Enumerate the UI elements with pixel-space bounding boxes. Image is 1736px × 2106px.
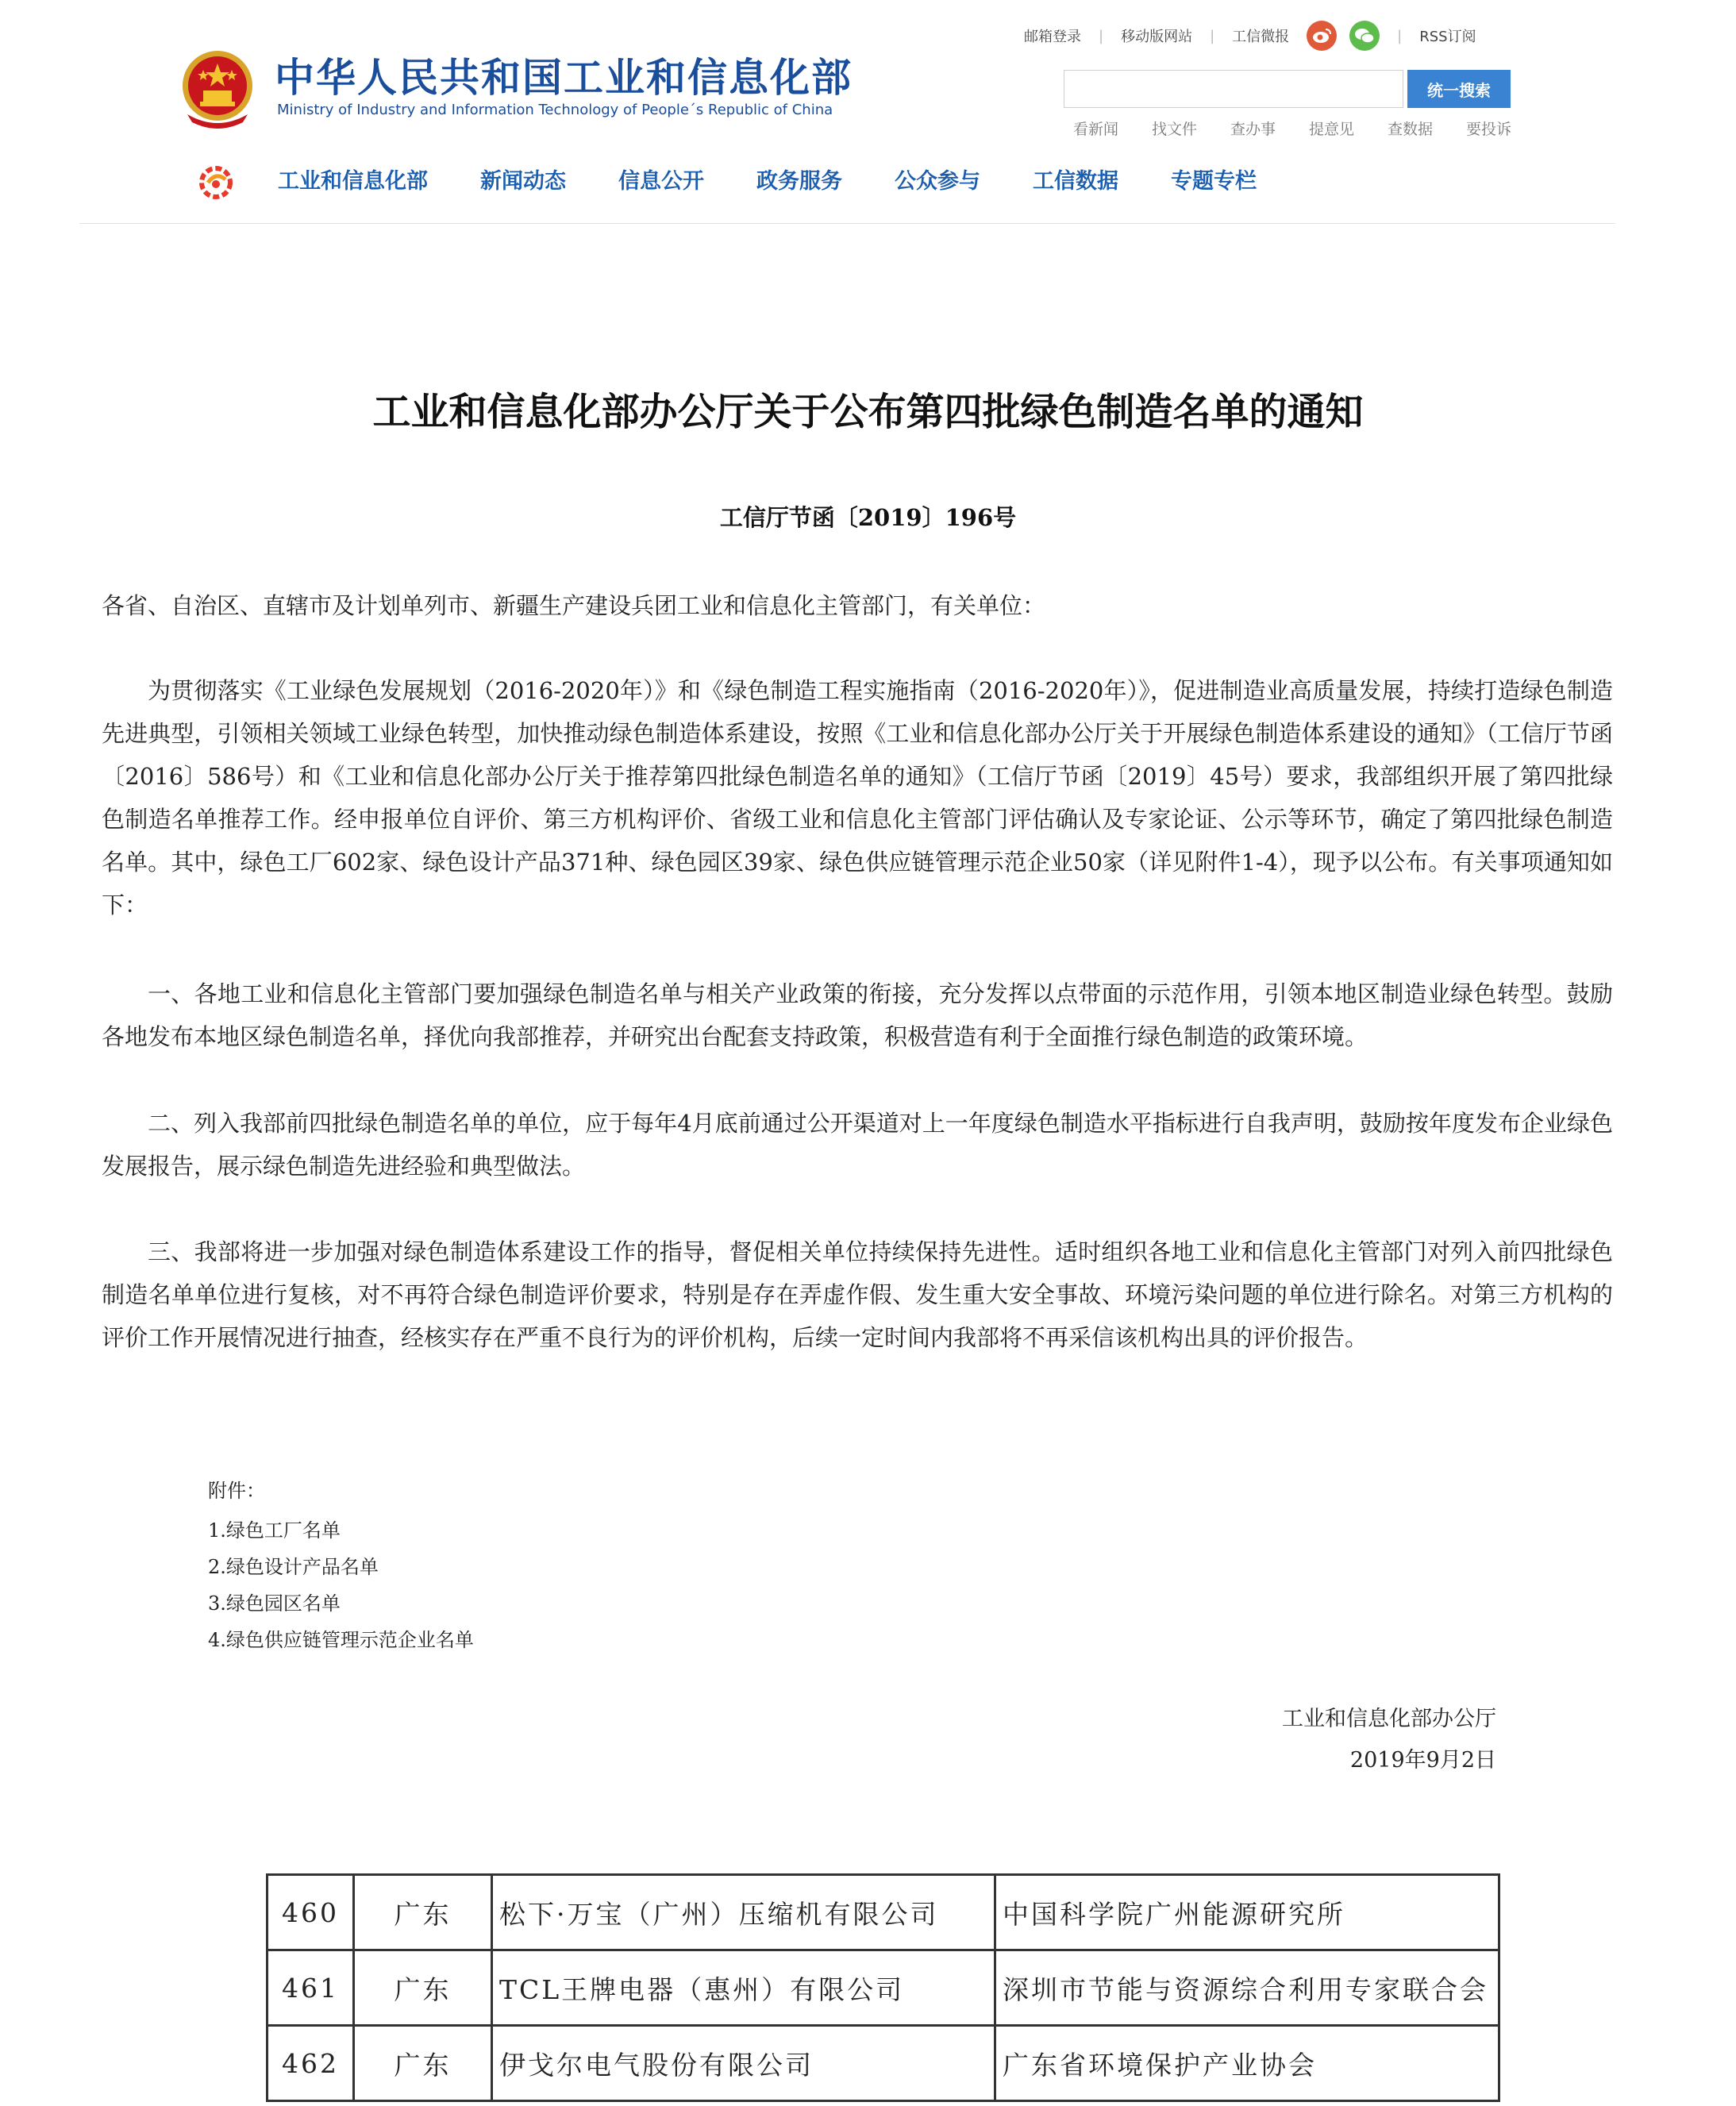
row-evaluator: 中国科学院广州能源研究所 [995, 1875, 1499, 1950]
header-divider [79, 223, 1615, 224]
nav-item-data[interactable]: 工信数据 [1033, 169, 1118, 194]
weibao-link[interactable]: 工信微报 [1232, 29, 1290, 45]
table-row [268, 1950, 1499, 2026]
row-evaluator: 深圳市节能与资源综合利用专家联合会 [995, 1950, 1499, 2026]
attachments [208, 1475, 474, 1658]
quick-link-feedback[interactable]: 提意见 [1309, 121, 1355, 138]
nav-item-news[interactable]: 新闻动态 [480, 169, 566, 194]
attachments-label: 附件： [208, 1480, 265, 1502]
attachment-link[interactable]: 3.绿色园区名单 [208, 1592, 341, 1615]
separator: | [1099, 27, 1104, 44]
signature-date: 2019年9月2日 [1349, 1748, 1496, 1773]
signature [1191, 1699, 1496, 1781]
row-province: 广东 [354, 1950, 492, 2026]
article-title: 工业和信息化部办公厅关于公布第四批绿色制造名单的通知 [372, 390, 1364, 434]
national-emblem-icon[interactable] [179, 46, 256, 129]
body-paragraph: 三、我部将进一步加强对绿色制造体系建设工作的指导，督促相关单位持续保持先进性。适时组织各地工业和信息化主管部门对列入前四批绿色制造名单单位进行复核，对不再符合绿色制造评价要求，特别是存在弄虚作假、发生重大安全事故、环境污染问题的单位进行除名。对第三方机构的评价工作开展情况进行抽查，经核实存在严重不良行为的评价机构，后续一定时间内我部将不再采信该机构出具的评价报告。 [102, 1238, 1613, 1351]
attachment-link[interactable]: 1.绿色工厂名单 [208, 1519, 341, 1542]
quick-link-docs[interactable]: 找文件 [1152, 121, 1198, 138]
weibo-icon[interactable] [1307, 21, 1337, 51]
nav-item-ministry[interactable]: 工业和信息化部 [278, 169, 428, 194]
row-number: 461 [268, 1950, 354, 2026]
quick-link-news[interactable]: 看新闻 [1073, 121, 1119, 138]
signature-office: 工业和信息化部办公厅 [1282, 1707, 1496, 1731]
quick-link-complaint[interactable]: 要投诉 [1466, 121, 1512, 138]
row-company: 伊戈尔电气股份有限公司 [492, 2026, 995, 2101]
search-input[interactable] [1064, 70, 1403, 108]
row-province: 广东 [354, 2026, 492, 2101]
rss-link[interactable]: RSS订阅 [1419, 29, 1476, 45]
nav-item-services[interactable]: 政务服务 [756, 169, 842, 194]
row-evaluator: 广东省环境保护产业协会 [995, 2026, 1499, 2101]
quick-links [1073, 117, 1545, 139]
salutation: 各省、自治区、直辖市及计划单列市、新疆生产建设兵团工业和信息化主管部门，有关单位： [102, 592, 1046, 619]
attachment-link[interactable]: 2.绿色设计产品名单 [208, 1556, 379, 1578]
row-number: 460 [268, 1875, 354, 1950]
top-links [1024, 24, 1476, 48]
nav-item-topics[interactable]: 专题专栏 [1171, 169, 1257, 194]
row-number: 462 [268, 2026, 354, 2101]
body-paragraph: 为贯彻落实《工业绿色发展规划（2016-2020年）》和《绿色制造工程实施指南（2016-2020年）》，促进制造业高质量发展，持续打造绿色制造先进典型，引领相关领域工业绿色转型，加快推动绿色制造体系建设，按照《工业和信息化部办公厅关于开展绿色制造体系建设的通知》（工信厅节函〔2016〕586号）和《工业和信息化部办公厅关于推荐第四批绿色制造名单的通知》（工信厅节函〔2019〕45号）要求，我部组织开展了第四批绿色制造名单推荐工作。经申报单位自评价、第三方机构评价、省级工业和信息化主管部门评估确认及专家论证、公示等环节，确定了第四批绿色制造名单。其中，绿色工厂602家、绿色设计产品371种、绿色园区39家、绿色供应链管理示范企业50家（详见附件1-4），现予以公布。有关事项通知如下： [102, 677, 1613, 918]
factory-list-table [266, 1873, 1500, 2102]
table-row [268, 1875, 1499, 1950]
mobile-site-link[interactable]: 移动版网站 [1121, 29, 1193, 45]
row-company: TCL王牌电器（惠州）有限公司 [492, 1950, 995, 2026]
site-name-en: Ministry of Industry and Information Technology of People´s Republic of China [277, 102, 833, 118]
social-icons [1307, 21, 1380, 51]
nav-item-disclosure[interactable]: 信息公开 [618, 169, 704, 194]
quick-link-services[interactable]: 查办事 [1230, 121, 1276, 138]
separator: | [1397, 27, 1403, 44]
body-paragraph: 一、各地工业和信息化主管部门要加强绿色制造名单与相关产业政策的衔接，充分发挥以点带面的示范作用，引领本地区制造业绿色转型。鼓励各地发布本地区绿色制造名单，择优向我部推荐，并研究出台配套支持政策，积极营造有利于全面推行绿色制造的政策环境。 [102, 980, 1613, 1050]
main-nav [278, 164, 1309, 194]
site-name-cn: 中华人民共和国工业和信息化部 [275, 55, 853, 101]
attachment-link[interactable]: 4.绿色供应链管理示范企业名单 [208, 1629, 474, 1651]
quick-link-data[interactable]: 查数据 [1388, 121, 1434, 138]
row-province: 广东 [354, 1875, 492, 1950]
nav-logo-icon[interactable] [198, 165, 233, 200]
mail-login-link[interactable]: 邮箱登录 [1024, 29, 1081, 45]
search-button[interactable]: 统一搜索 [1407, 70, 1511, 108]
separator: | [1210, 27, 1215, 44]
site-header [0, 0, 1736, 224]
table-row [268, 2026, 1499, 2101]
nav-item-participation[interactable]: 公众参与 [895, 169, 980, 194]
body-paragraph: 二、列入我部前四批绿色制造名单的单位，应于每年4月底前通过公开渠道对上一年度绿色制造水平指标进行自我声明，鼓励按年度发布企业绿色发展报告，展示绿色制造先进经验和典型做法。 [102, 1110, 1613, 1180]
row-company: 松下·万宝（广州）压缩机有限公司 [492, 1875, 995, 1950]
wechat-icon[interactable] [1349, 21, 1380, 51]
doc-number: 工信厅节函〔2019〕196号 [719, 504, 1017, 531]
